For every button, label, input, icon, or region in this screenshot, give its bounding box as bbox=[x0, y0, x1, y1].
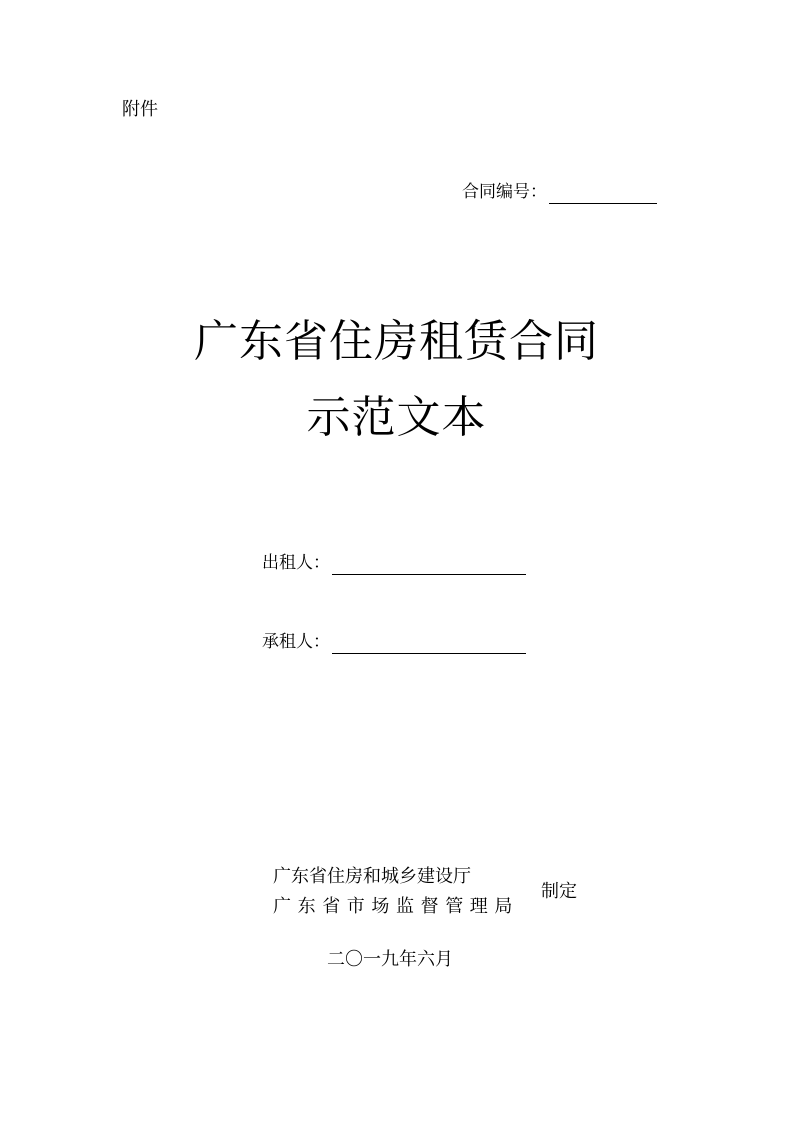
attachment-label: 附件 bbox=[122, 99, 158, 120]
lessee-field[interactable] bbox=[332, 633, 526, 654]
lessor-row bbox=[262, 551, 526, 575]
lessor-label: 出租人： bbox=[262, 553, 330, 573]
issuer-market-regulation: 广东省市场监督管理局 bbox=[273, 896, 519, 917]
issuer-list bbox=[273, 862, 519, 922]
lessor-field[interactable] bbox=[332, 554, 526, 575]
issuer-housing-dept: 广东省住房和城乡建设厅 bbox=[273, 866, 471, 887]
issue-date: 二〇一九年六月 bbox=[327, 949, 453, 970]
contract-number-field[interactable] bbox=[549, 183, 657, 204]
contract-number-row bbox=[462, 180, 657, 204]
issuer-block bbox=[273, 862, 577, 922]
document-subtitle: 示范文本 bbox=[306, 392, 487, 443]
contract-number-label: 合同编号： bbox=[462, 182, 547, 202]
issued-label: 制定 bbox=[541, 881, 577, 902]
lessee-label: 承租人： bbox=[262, 632, 330, 652]
lessee-row bbox=[262, 630, 526, 654]
document-title: 广东省住房租赁合同 bbox=[194, 316, 599, 367]
